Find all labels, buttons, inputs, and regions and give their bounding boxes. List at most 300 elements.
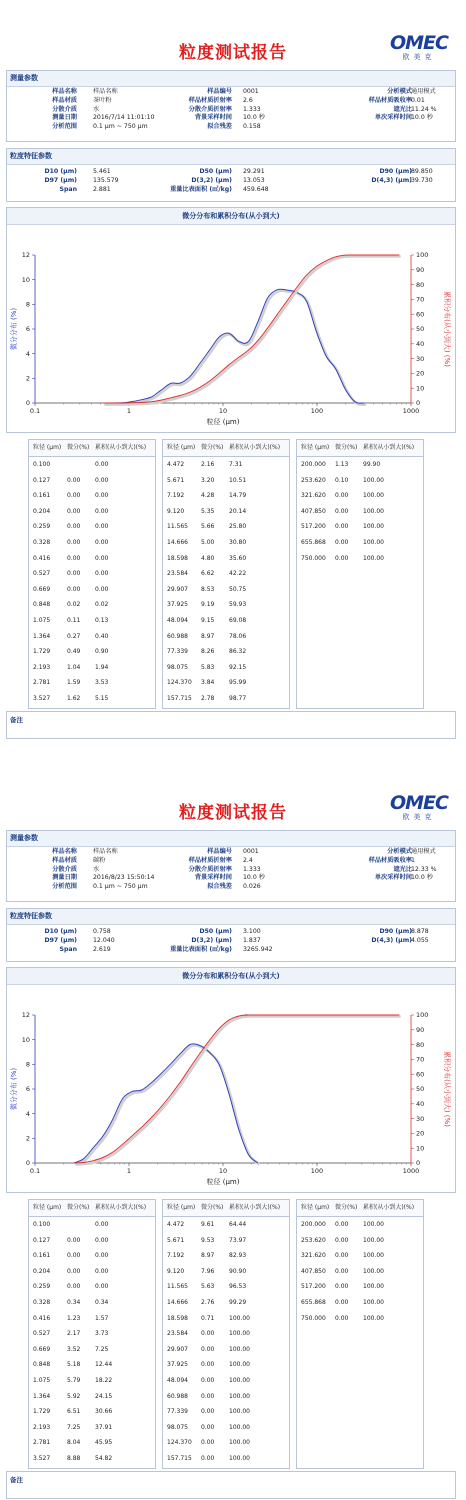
- report-title: 粒度测试报告: [179, 43, 287, 63]
- table-row: [29, 1342, 155, 1358]
- y-tick-label-left: 2: [25, 1134, 30, 1143]
- table-cell: 517.200: [301, 523, 326, 531]
- table-row: [163, 691, 289, 707]
- table-cell: 1.075: [33, 1376, 51, 1384]
- table-cell: 8.97: [201, 1252, 215, 1260]
- table-cell: 9.53: [201, 1236, 215, 1244]
- table-cell: 100.00: [363, 476, 384, 484]
- table-header-cell: 累积(从小到大)(%): [229, 444, 281, 451]
- table-row: [29, 644, 155, 660]
- table-cell: 0.00: [95, 1236, 109, 1244]
- chart-title: 微分分布和累积分布(从小到大): [7, 968, 455, 985]
- table-header: [163, 1200, 289, 1217]
- table-row: [29, 551, 155, 567]
- table-cell: 50.75: [229, 585, 247, 593]
- table-cell: 0.00: [335, 523, 349, 531]
- table-cell: 2.78: [201, 694, 215, 702]
- table-cell: 1.729: [33, 648, 51, 656]
- param-value: 茶叶粉: [93, 96, 112, 104]
- table-cell: 8.04: [67, 1439, 81, 1447]
- param-value: 12.33 %: [411, 865, 437, 873]
- table-row: [29, 597, 155, 613]
- table-row: [163, 1404, 289, 1420]
- param-label: 测量日期: [52, 874, 77, 882]
- param-value: 0.01: [411, 96, 425, 104]
- param-value: 1: [411, 856, 415, 864]
- table-row: [29, 519, 155, 535]
- table-cell: 24.15: [95, 1392, 113, 1400]
- table-cell: 0.00: [67, 585, 81, 593]
- table-row: [163, 1233, 289, 1249]
- table-cell: 29.907: [167, 585, 188, 593]
- table-row: [29, 1435, 155, 1451]
- table-cell: 200.000: [301, 1221, 326, 1228]
- param-value: 11.24 %: [411, 105, 437, 113]
- table-cell: 0.00: [201, 1423, 215, 1431]
- table-row: [297, 1279, 423, 1295]
- table-cell: 100.00: [229, 1361, 250, 1369]
- table-cell: 30.80: [229, 538, 247, 546]
- table-row: [163, 457, 289, 473]
- table-cell: 1.729: [33, 1408, 51, 1416]
- table-row: [29, 660, 155, 676]
- table-cell: 2.781: [33, 679, 51, 687]
- feature-label: D(3,2) (μm): [191, 936, 232, 944]
- table-cell: 1.23: [67, 1314, 81, 1322]
- table-cell: 2.781: [33, 1439, 51, 1447]
- table-cell: 5.35: [201, 507, 215, 515]
- table-cell: 253.620: [301, 1236, 326, 1244]
- param-value: 2016/8/23 15:50:14: [93, 874, 155, 882]
- table-row: [29, 535, 155, 551]
- table-header-cell: 微分(%): [201, 1204, 224, 1211]
- table-header-cell: 微分(%): [335, 444, 358, 451]
- table-row: [29, 582, 155, 598]
- chart-svg: [7, 985, 455, 1191]
- table-cell: 77.339: [167, 648, 188, 656]
- param-label: 单次采样时间: [374, 114, 412, 122]
- table-cell: 98.77: [229, 694, 247, 702]
- x-tick-label: 1000: [402, 1167, 420, 1175]
- table-cell: 100.00: [363, 1283, 384, 1291]
- x-axis-label: 粒径 (μm): [206, 1178, 240, 1186]
- y-tick-label-right: 80: [416, 1040, 425, 1049]
- table-header-cell: 粒径 (μm): [33, 1204, 62, 1211]
- feature-value: 13.053: [243, 176, 265, 184]
- feature-label: D97 (μm): [44, 176, 77, 184]
- x-tick-label: 1000: [402, 407, 420, 415]
- table-cell: 100.00: [363, 507, 384, 515]
- feature-label: D(4,3) (μm): [371, 936, 412, 944]
- table-cell: 1.62: [67, 694, 81, 702]
- param-value: 碳粉: [93, 856, 106, 864]
- param-label: 样品材质折射率: [188, 96, 232, 104]
- table-row: [163, 1342, 289, 1358]
- note-label: 备注: [10, 716, 23, 724]
- table-cell: 407.850: [301, 507, 326, 515]
- table-cell: 0.100: [33, 1221, 51, 1228]
- measurement-params-section: [6, 70, 456, 142]
- table-cell: 14.666: [167, 538, 188, 546]
- param-label: 样品材质: [52, 856, 77, 864]
- table-row: [163, 1357, 289, 1373]
- table-cell: 0.00: [201, 1330, 215, 1338]
- y-tick-label-left: 0: [25, 1159, 30, 1168]
- y-tick-label-left: 4: [25, 1109, 30, 1118]
- table-cell: 0.00: [335, 1283, 349, 1291]
- table-cell: 0.11: [67, 616, 81, 624]
- table-cell: 0.00: [95, 1283, 109, 1291]
- table-cell: 2.193: [33, 1423, 51, 1431]
- feature-label: D90 (μm): [379, 928, 412, 935]
- table-cell: 42.22: [229, 570, 247, 578]
- table-row: [163, 1279, 289, 1295]
- table-cell: 5.79: [67, 1376, 81, 1384]
- y-tick-label-left: 0: [25, 399, 30, 408]
- table-cell: 0.00: [335, 1267, 349, 1275]
- table-row: [29, 691, 155, 707]
- table-cell: 0.00: [95, 585, 109, 593]
- note-section: [6, 1471, 456, 1499]
- table-cell: 5.671: [167, 476, 185, 484]
- table-cell: 77.339: [167, 1408, 188, 1416]
- table-cell: 7.192: [167, 492, 185, 500]
- table-row: [29, 1248, 155, 1264]
- chart-title: 微分分布和累积分布(从小到大): [7, 208, 455, 225]
- param-value: 0.158: [243, 123, 261, 131]
- table-row: [163, 597, 289, 613]
- table-cell: 11.565: [167, 1283, 188, 1291]
- y-tick-label-left: 10: [21, 275, 30, 284]
- table-cell: 0.02: [67, 601, 81, 609]
- table-row: [163, 1389, 289, 1405]
- table-cell: 11.565: [167, 523, 188, 531]
- table-row: [163, 1326, 289, 1342]
- table-cell: 0.00: [335, 1314, 349, 1322]
- report-page: [0, 760, 466, 1498]
- param-value: 0.026: [243, 883, 261, 891]
- y-tick-label-right: 30: [416, 1114, 425, 1123]
- feature-value: 2.619: [93, 945, 111, 953]
- feature-value: 8.878: [411, 928, 429, 935]
- table-cell: 54.82: [95, 1454, 113, 1462]
- y-tick-label-right: 100: [416, 251, 429, 260]
- table-row: [29, 1311, 155, 1327]
- x-tick-label: 0.1: [29, 1167, 41, 1175]
- table-row: [29, 629, 155, 645]
- table-cell: 157.715: [167, 694, 192, 702]
- table-cell: 0.00: [67, 476, 81, 484]
- table-row: [163, 582, 289, 598]
- table-cell: 3.527: [33, 1454, 51, 1462]
- table-cell: 0.204: [33, 507, 51, 515]
- feature-value: 5.461: [93, 168, 111, 175]
- param-value: 10.0 秒: [243, 874, 265, 882]
- table-cell: 3.52: [67, 1345, 81, 1353]
- table-cell: 37.91: [95, 1423, 113, 1431]
- table-cell: 0.00: [95, 1267, 109, 1275]
- table-header-cell: 微分(%): [201, 444, 224, 451]
- feature-value: 3.100: [243, 928, 261, 935]
- table-cell: 4.80: [201, 554, 215, 562]
- feature-value: 459.648: [243, 185, 269, 193]
- table-cell: 18.598: [167, 554, 188, 562]
- distribution-chart: [6, 207, 456, 433]
- table-cell: 0.00: [201, 1439, 215, 1447]
- param-label: 分散介质: [52, 865, 77, 873]
- table-cell: 0.10: [335, 476, 349, 484]
- table-cell: 0.00: [335, 492, 349, 500]
- feature-label: Span: [59, 185, 77, 193]
- particle-features-section: [6, 908, 456, 962]
- table-cell: 73.97: [229, 1236, 247, 1244]
- table-cell: 0.00: [95, 492, 109, 500]
- table-cell: 99.90: [363, 461, 381, 468]
- table-header-cell: 粒径 (μm): [301, 444, 330, 451]
- table-cell: 0.416: [33, 1314, 51, 1322]
- x-tick-label: 1: [126, 407, 132, 415]
- table-header-cell: 粒径 (μm): [33, 444, 62, 451]
- x-axis-label: 粒径 (μm): [206, 418, 240, 426]
- table-cell: 124.370: [167, 1439, 192, 1447]
- table-row: [163, 629, 289, 645]
- table-header: [29, 1200, 155, 1217]
- table-cell: 407.850: [301, 1267, 326, 1275]
- table-header: [297, 1200, 423, 1217]
- table-cell: 8.88: [67, 1454, 81, 1462]
- table-header-cell: 微分(%): [67, 444, 90, 451]
- table-cell: 0.00: [201, 1392, 215, 1400]
- table-row: [163, 613, 289, 629]
- table-cell: 321.620: [301, 1252, 326, 1260]
- table-cell: 100.00: [229, 1376, 250, 1384]
- table-header-cell: 粒径 (μm): [301, 1204, 330, 1211]
- data-table: [28, 439, 156, 709]
- x-tick-label: 10: [218, 1167, 228, 1175]
- y-tick-label-left: 6: [25, 1085, 30, 1094]
- table-cell: 1.13: [335, 461, 349, 468]
- table-header-cell: 累积(从小到大)(%): [229, 1204, 281, 1211]
- table-row: [163, 1217, 289, 1233]
- table-cell: 0.00: [201, 1361, 215, 1369]
- table-cell: 0.90: [95, 648, 109, 656]
- table-cell: 3.527: [33, 694, 51, 702]
- table-row: [163, 1295, 289, 1311]
- data-table: [162, 1199, 290, 1469]
- table-cell: 5.66: [201, 523, 215, 531]
- table-cell: 9.120: [167, 1267, 185, 1275]
- x-tick-label: 100: [310, 407, 324, 415]
- chart-svg: [7, 225, 455, 431]
- table-cell: 60.988: [167, 632, 188, 640]
- table-cell: 90.90: [229, 1267, 247, 1275]
- feature-label: D10 (μm): [44, 928, 77, 935]
- table-cell: 0.00: [201, 1376, 215, 1384]
- table-cell: 0.71: [201, 1314, 215, 1322]
- table-cell: 25.80: [229, 523, 247, 531]
- table-cell: 0.00: [95, 461, 109, 468]
- table-row: [29, 488, 155, 504]
- table-cell: 0.27: [67, 632, 81, 640]
- table-cell: 0.259: [33, 1283, 51, 1291]
- feature-value: 135.579: [93, 176, 119, 184]
- table-cell: 0.00: [67, 538, 81, 546]
- table-cell: 4.472: [167, 461, 185, 468]
- feature-value: 4.055: [411, 936, 429, 944]
- param-label: 遮光比: [393, 105, 412, 113]
- param-label: 分析范围: [52, 883, 77, 891]
- table-cell: 100.00: [363, 554, 384, 562]
- y-tick-label-right: 20: [416, 369, 425, 378]
- table-row: [297, 1295, 423, 1311]
- table-cell: 6.62: [201, 570, 215, 578]
- table-cell: 8.26: [201, 648, 215, 656]
- table-row: [29, 457, 155, 473]
- y-tick-label-left: 4: [25, 349, 30, 358]
- table-cell: 23.584: [167, 570, 188, 578]
- data-table: [28, 1199, 156, 1469]
- table-cell: 3.20: [201, 476, 215, 484]
- table-row: [29, 1217, 155, 1233]
- table-cell: 0.848: [33, 601, 51, 609]
- x-tick-label: 100: [310, 1167, 324, 1175]
- table-cell: 0.669: [33, 585, 51, 593]
- table-cell: 7.25: [67, 1423, 81, 1431]
- feature-label: Span: [59, 945, 77, 953]
- table-row: [163, 473, 289, 489]
- param-value: 通用模式: [411, 88, 436, 95]
- table-cell: 157.715: [167, 1454, 192, 1462]
- table-cell: 0.527: [33, 570, 51, 578]
- param-value: 样品名称: [93, 88, 118, 95]
- table-cell: 0.204: [33, 1267, 51, 1275]
- y-tick-label-right: 100: [416, 1011, 429, 1020]
- y-tick-label-right: 90: [416, 1026, 425, 1034]
- table-cell: 99.29: [229, 1298, 247, 1306]
- table-cell: 0.00: [335, 507, 349, 515]
- param-label: 背景采样时间: [194, 874, 232, 882]
- table-header-cell: 微分(%): [335, 1204, 358, 1211]
- param-value: 0.1 μm ~ 750 μm: [93, 123, 148, 131]
- table-cell: 0.00: [335, 538, 349, 546]
- table-cell: 3.84: [201, 679, 215, 687]
- param-label: 样品材质: [52, 96, 77, 104]
- param-value: 水: [93, 105, 100, 113]
- table-row: [29, 504, 155, 520]
- feature-label: 重量比表面积 (㎡/kg): [170, 185, 232, 193]
- table-cell: 0.127: [33, 476, 51, 484]
- feature-value: 2.881: [93, 185, 111, 193]
- table-cell: 0.00: [335, 1221, 349, 1228]
- y-axis-label-left: 微分分布 (%): [10, 1067, 18, 1111]
- table-cell: 59.93: [229, 601, 247, 609]
- table-row: [29, 1451, 155, 1467]
- table-row: [163, 675, 289, 691]
- table-cell: 0.259: [33, 523, 51, 531]
- feature-label: D90 (μm): [379, 168, 412, 175]
- table-cell: 0.49: [67, 648, 81, 656]
- feature-value: 1.837: [243, 936, 261, 944]
- table-cell: 0.527: [33, 1330, 51, 1338]
- table-cell: 1.94: [95, 663, 109, 671]
- table-row: [163, 519, 289, 535]
- table-cell: 2.193: [33, 663, 51, 671]
- table-cell: 98.075: [167, 1423, 188, 1431]
- table-cell: 9.15: [201, 616, 215, 624]
- note-section: [6, 711, 456, 739]
- table-header-cell: 累积(从小到大)(%): [95, 1204, 147, 1211]
- table-cell: 100.00: [363, 1298, 384, 1306]
- table-cell: 655.868: [301, 1298, 326, 1306]
- feature-value: 12.040: [93, 936, 115, 944]
- table-cell: 100.00: [229, 1423, 250, 1431]
- table-cell: 200.000: [301, 461, 326, 468]
- table-cell: 0.127: [33, 1236, 51, 1244]
- y-tick-label-left: 8: [25, 1060, 30, 1069]
- table-row: [29, 1357, 155, 1373]
- param-value: 0001: [243, 88, 259, 95]
- table-cell: 0.40: [95, 632, 109, 640]
- table-cell: 5.92: [67, 1392, 81, 1400]
- table-row: [29, 1373, 155, 1389]
- table-cell: 18.598: [167, 1314, 188, 1322]
- table-cell: 82.93: [229, 1252, 247, 1260]
- table-row: [297, 488, 423, 504]
- table-cell: 37.925: [167, 601, 188, 609]
- param-value: 通用模式: [411, 848, 436, 855]
- table-row: [297, 1217, 423, 1233]
- table-cell: 18.22: [95, 1376, 113, 1384]
- table-cell: 2.17: [67, 1330, 81, 1338]
- table-cell: 0.00: [201, 1408, 215, 1416]
- table-cell: 4.472: [167, 1221, 185, 1228]
- logo-subtext: 欧美克: [402, 813, 436, 821]
- table-cell: 0.00: [335, 1298, 349, 1306]
- logo-text: OMEC: [390, 792, 448, 814]
- table-row: [163, 1420, 289, 1436]
- table-cell: 0.00: [67, 523, 81, 531]
- table-row: [29, 1233, 155, 1249]
- feature-label: D97 (μm): [44, 936, 77, 944]
- table-cell: 100.00: [229, 1314, 250, 1322]
- report-page: [0, 0, 466, 738]
- table-cell: 0.34: [95, 1298, 109, 1306]
- feature-value: 29.291: [243, 168, 265, 175]
- table-row: [163, 644, 289, 660]
- table-cell: 7.31: [229, 461, 243, 468]
- param-label: 样品材质吸收率: [368, 96, 412, 104]
- table-cell: 60.988: [167, 1392, 188, 1400]
- table-cell: 78.06: [229, 632, 247, 640]
- y-tick-label-right: 60: [416, 310, 425, 319]
- param-value: 1.333: [243, 865, 261, 873]
- y-axis-label-right: 累积分布(从小到大) (%): [443, 1051, 451, 1127]
- table-row: [297, 1233, 423, 1249]
- y-tick-label-right: 50: [416, 1085, 425, 1094]
- param-label: 样品材质折射率: [188, 856, 232, 864]
- param-label: 拟合残差: [207, 123, 232, 131]
- table-cell: 0.00: [95, 538, 109, 546]
- series-shadow: [104, 256, 400, 404]
- table-cell: 5.83: [201, 663, 215, 671]
- param-value: 10.0 秒: [411, 874, 433, 882]
- table-cell: 0.161: [33, 1252, 51, 1260]
- y-tick-label-right: 40: [416, 1100, 425, 1108]
- table-cell: 0.00: [95, 507, 109, 515]
- table-cell: 0.00: [201, 1345, 215, 1353]
- table-row: [163, 1451, 289, 1467]
- param-value: 2.4: [243, 856, 253, 864]
